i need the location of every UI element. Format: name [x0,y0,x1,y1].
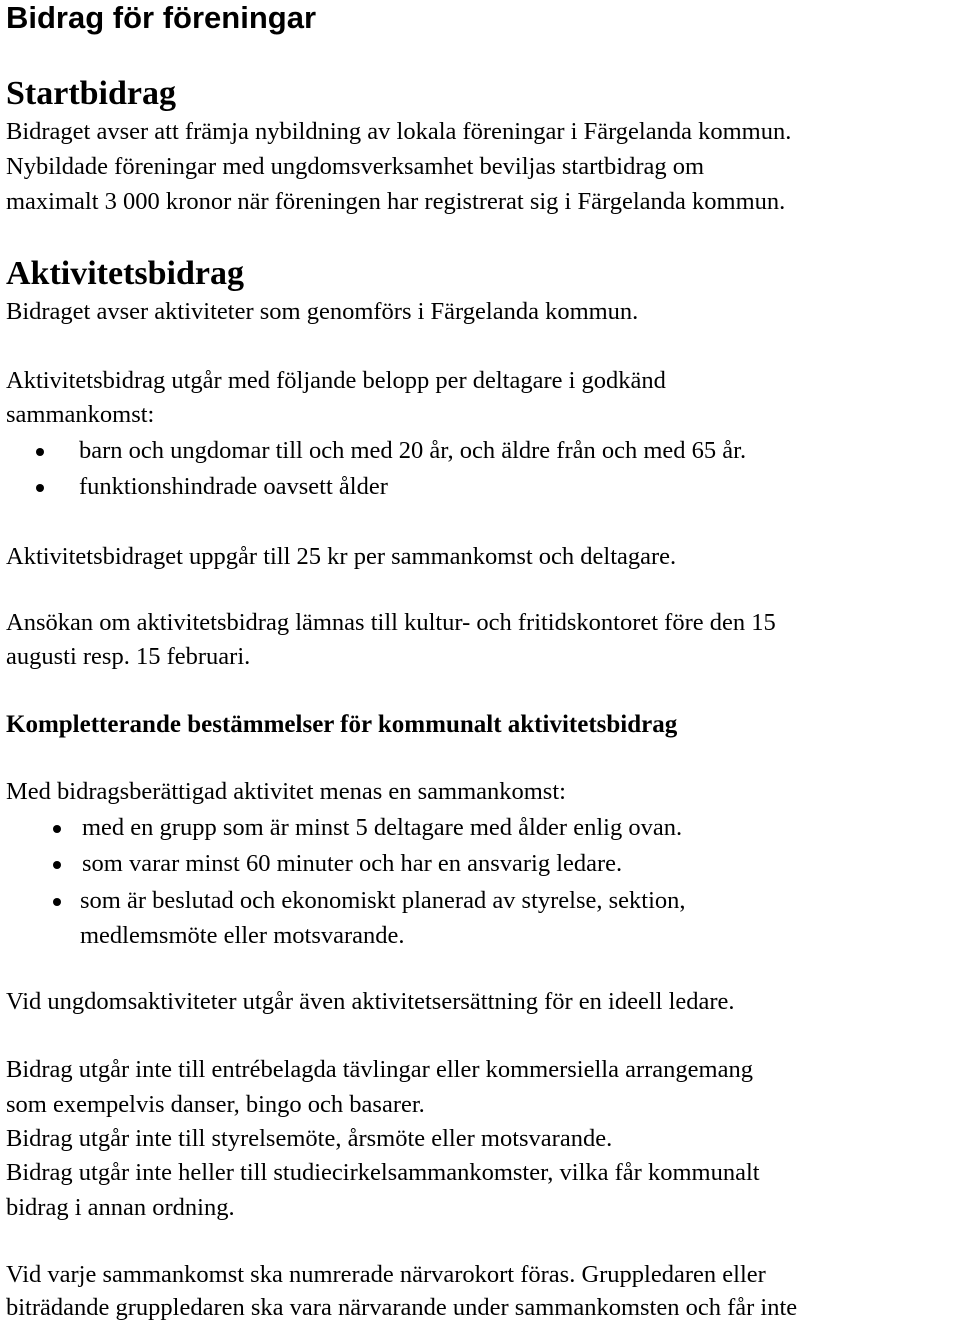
startbidrag-heading: Startbidrag [6,75,176,112]
startbidrag-line-1: Bidraget avser att främja nybildning av lokala föreningar i Färgelanda kommun. [6,118,792,145]
aktivitetsbidrag-belopp-line-2: sammankomst: [6,401,155,428]
list-item [6,811,946,845]
komplettering-intro: Med bidragsberättigad aktivitet menas en sammankomst: [6,778,566,805]
exclusion-line-3: Bidrag utgår inte till styrelsemöte, årsmöte eller motsvarande. [6,1125,613,1152]
document-title: Bidrag för föreningar [6,0,317,35]
aktivitetsbidrag-application-line-1: Ansökan om aktivitetsbidrag lämnas till kultur- och fritidskontoret före den 15 [6,609,776,636]
aktivitetsbidrag-bullet-2: funktionshindrade oavsett ålder [79,473,388,500]
list-item [6,434,946,468]
aktivitetsbidrag-amount: Aktivitetsbidraget uppgår till 25 kr per sammankomst och deltagare. [6,543,677,570]
komplettering-ledare: Vid ungdomsaktiviteter utgår även aktivitetsersättning för en ideell ledare. [6,988,735,1015]
exclusion-line-4: Bidrag utgår inte heller till studiecirkelsammankomster, vilka får kommunalt [6,1159,760,1186]
komplettering-heading: Kompletterande bestämmelser för kommunalt aktivitetsbidrag [6,711,678,738]
komplettering-bullet-3: som är beslutad och ekonomiskt planerad av styrelse, sektion, [80,887,686,914]
startbidrag-line-3: maximalt 3 000 kronor när föreningen har registrerat sig i Färgelanda kommun. [6,188,786,215]
exclusion-line-2: som exempelvis danser, bingo och basarer. [6,1091,425,1118]
narvaro-line-2: biträdande gruppledaren ska vara närvarande under sammankomsten och får inte [6,1294,798,1321]
narvaro-line-1: Vid varje sammankomst ska numrerade närvarokort föras. Gruppledaren eller [6,1261,766,1288]
komplettering-bullet-2: som varar minst 60 minuter och har en ansvarig ledare. [82,850,623,877]
bullet-icon [53,825,61,833]
bullet-icon [53,861,61,869]
aktivitetsbidrag-application-line-2: augusti resp. 15 februari. [6,643,251,670]
list-item [6,847,946,881]
bullet-icon [36,448,44,456]
exclusion-line-5: bidrag i annan ordning. [6,1194,235,1221]
list-item [6,470,946,504]
aktivitetsbidrag-belopp-line-1: Aktivitetsbidrag utgår med följande belopp per deltagare i godkänd [6,367,666,394]
startbidrag-line-2: Nybildade föreningar med ungdomsverksamhet beviljas startbidrag om [6,153,705,180]
komplettering-bullet-1: med en grupp som är minst 5 deltagare med ålder enlig ovan. [82,814,683,841]
komplettering-bullet-3-continuation: medlemsmöte eller motsvarande. [80,922,405,949]
list-item [6,884,946,918]
bullet-icon [36,484,44,492]
aktivitetsbidrag-intro: Bidraget avser aktiviteter som genomförs i Färgelanda kommun. [6,298,639,325]
bullet-icon [53,898,61,906]
exclusion-line-1: Bidrag utgår inte till entrébelagda tävlingar eller kommersiella arrangemang [6,1056,753,1083]
aktivitetsbidrag-heading: Aktivitetsbidrag [6,255,244,292]
aktivitetsbidrag-bullet-1: barn och ungdomar till och med 20 år, och äldre från och med 65 år. [79,437,747,464]
